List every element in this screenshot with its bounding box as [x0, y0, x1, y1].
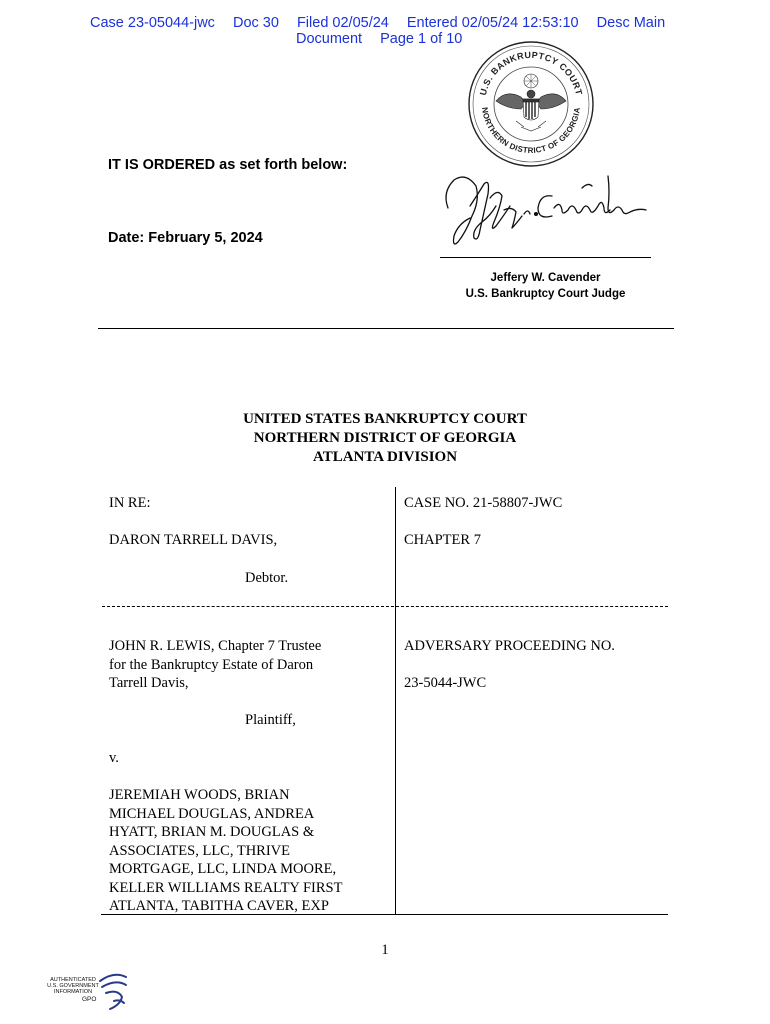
- plaintiff-line: Tarrell Davis,: [109, 675, 189, 691]
- adversary-number: 23-5044-JWC: [404, 675, 487, 691]
- plaintiff-line: for the Bankruptcy Estate of Daron: [109, 656, 314, 673]
- plaintiff-line: JOHN R. LEWIS, Chapter 7 Trustee: [109, 638, 322, 654]
- judge-signature-icon: [432, 166, 650, 252]
- ecf-entered-date: Entered 02/05/24 12:53:10: [406, 15, 579, 31]
- ecf-case-number: Case 23-05044-jwc: [90, 15, 215, 31]
- header-divider: [98, 328, 674, 329]
- defendant-line: KELLER WILLIAMS REALTY FIRST: [109, 879, 343, 896]
- svg-text:U.S. BANKRUPTCY COURT: U.S. BANKRUPTCY COURT: [477, 49, 585, 97]
- case-number: CASE NO. 21-58807-JWC: [404, 495, 563, 511]
- defendant-line: JEREMIAH WOODS, BRIAN: [109, 787, 290, 803]
- versus-label: v.: [109, 750, 119, 766]
- gpo-mark: GPO: [82, 996, 97, 1003]
- defendant-line: HYATT, BRIAN M. DOUGLAS &: [109, 824, 315, 840]
- ecf-header-line-1: [90, 15, 665, 31]
- debtor-label: Debtor.: [245, 570, 289, 586]
- defendant-line: MORTGAGE, LLC, LINDA MOORE,: [109, 861, 337, 877]
- ordered-statement: IT IS ORDERED as set forth below:: [108, 157, 348, 173]
- ecf-page-count: Page 1 of 10: [380, 31, 463, 47]
- adversary-label: ADVERSARY PROCEEDING NO.: [404, 638, 615, 654]
- page-number: 1: [381, 942, 389, 958]
- caption-dashed-divider: [102, 606, 668, 607]
- court-division: ATLANTA DIVISION: [312, 449, 458, 465]
- judge-title: U.S. Bankruptcy Court Judge: [465, 288, 626, 300]
- gpo-line: U.S. GOVERNMENT: [47, 983, 99, 989]
- gpo-authentication-logo: [44, 969, 134, 1019]
- svg-text:NORTHERN DISTRICT OF GEORGIA: NORTHERN DISTRICT OF GEORGIA: [480, 106, 582, 156]
- ecf-description: Desc Main: [596, 15, 666, 31]
- ecf-header-line-2: [296, 31, 462, 47]
- chapter-label: CHAPTER 7: [404, 532, 481, 548]
- in-re-label: IN RE:: [109, 495, 151, 511]
- ecf-doc-number: Doc 30: [232, 15, 279, 31]
- signature-line: [440, 257, 651, 258]
- ecf-filed-date: Filed 02/05/24: [296, 15, 389, 31]
- order-date: Date: February 5, 2024: [108, 230, 263, 246]
- gpo-line: INFORMATION: [53, 989, 93, 995]
- gpo-line: AUTHENTICATED: [50, 977, 96, 983]
- caption-vertical-divider: [395, 487, 396, 915]
- court-seal-icon: [466, 39, 596, 169]
- plaintiff-label: Plaintiff,: [245, 712, 296, 728]
- ecf-document-label: Document: [296, 31, 363, 47]
- defendant-line: ASSOCIATES, LLC, THRIVE: [109, 842, 290, 859]
- court-name: UNITED STATES BANKRUPTCY COURT: [243, 411, 527, 427]
- court-district: NORTHERN DISTRICT OF GEORGIA: [253, 430, 517, 446]
- defendant-line: MICHAEL DOUGLAS, ANDREA: [109, 805, 315, 822]
- defendant-line: ATLANTA, TABITHA CAVER, EXP: [109, 898, 329, 914]
- debtor-name: DARON TARRELL DAVIS,: [109, 532, 278, 548]
- judge-name: Jeffery W. Cavender: [490, 272, 601, 284]
